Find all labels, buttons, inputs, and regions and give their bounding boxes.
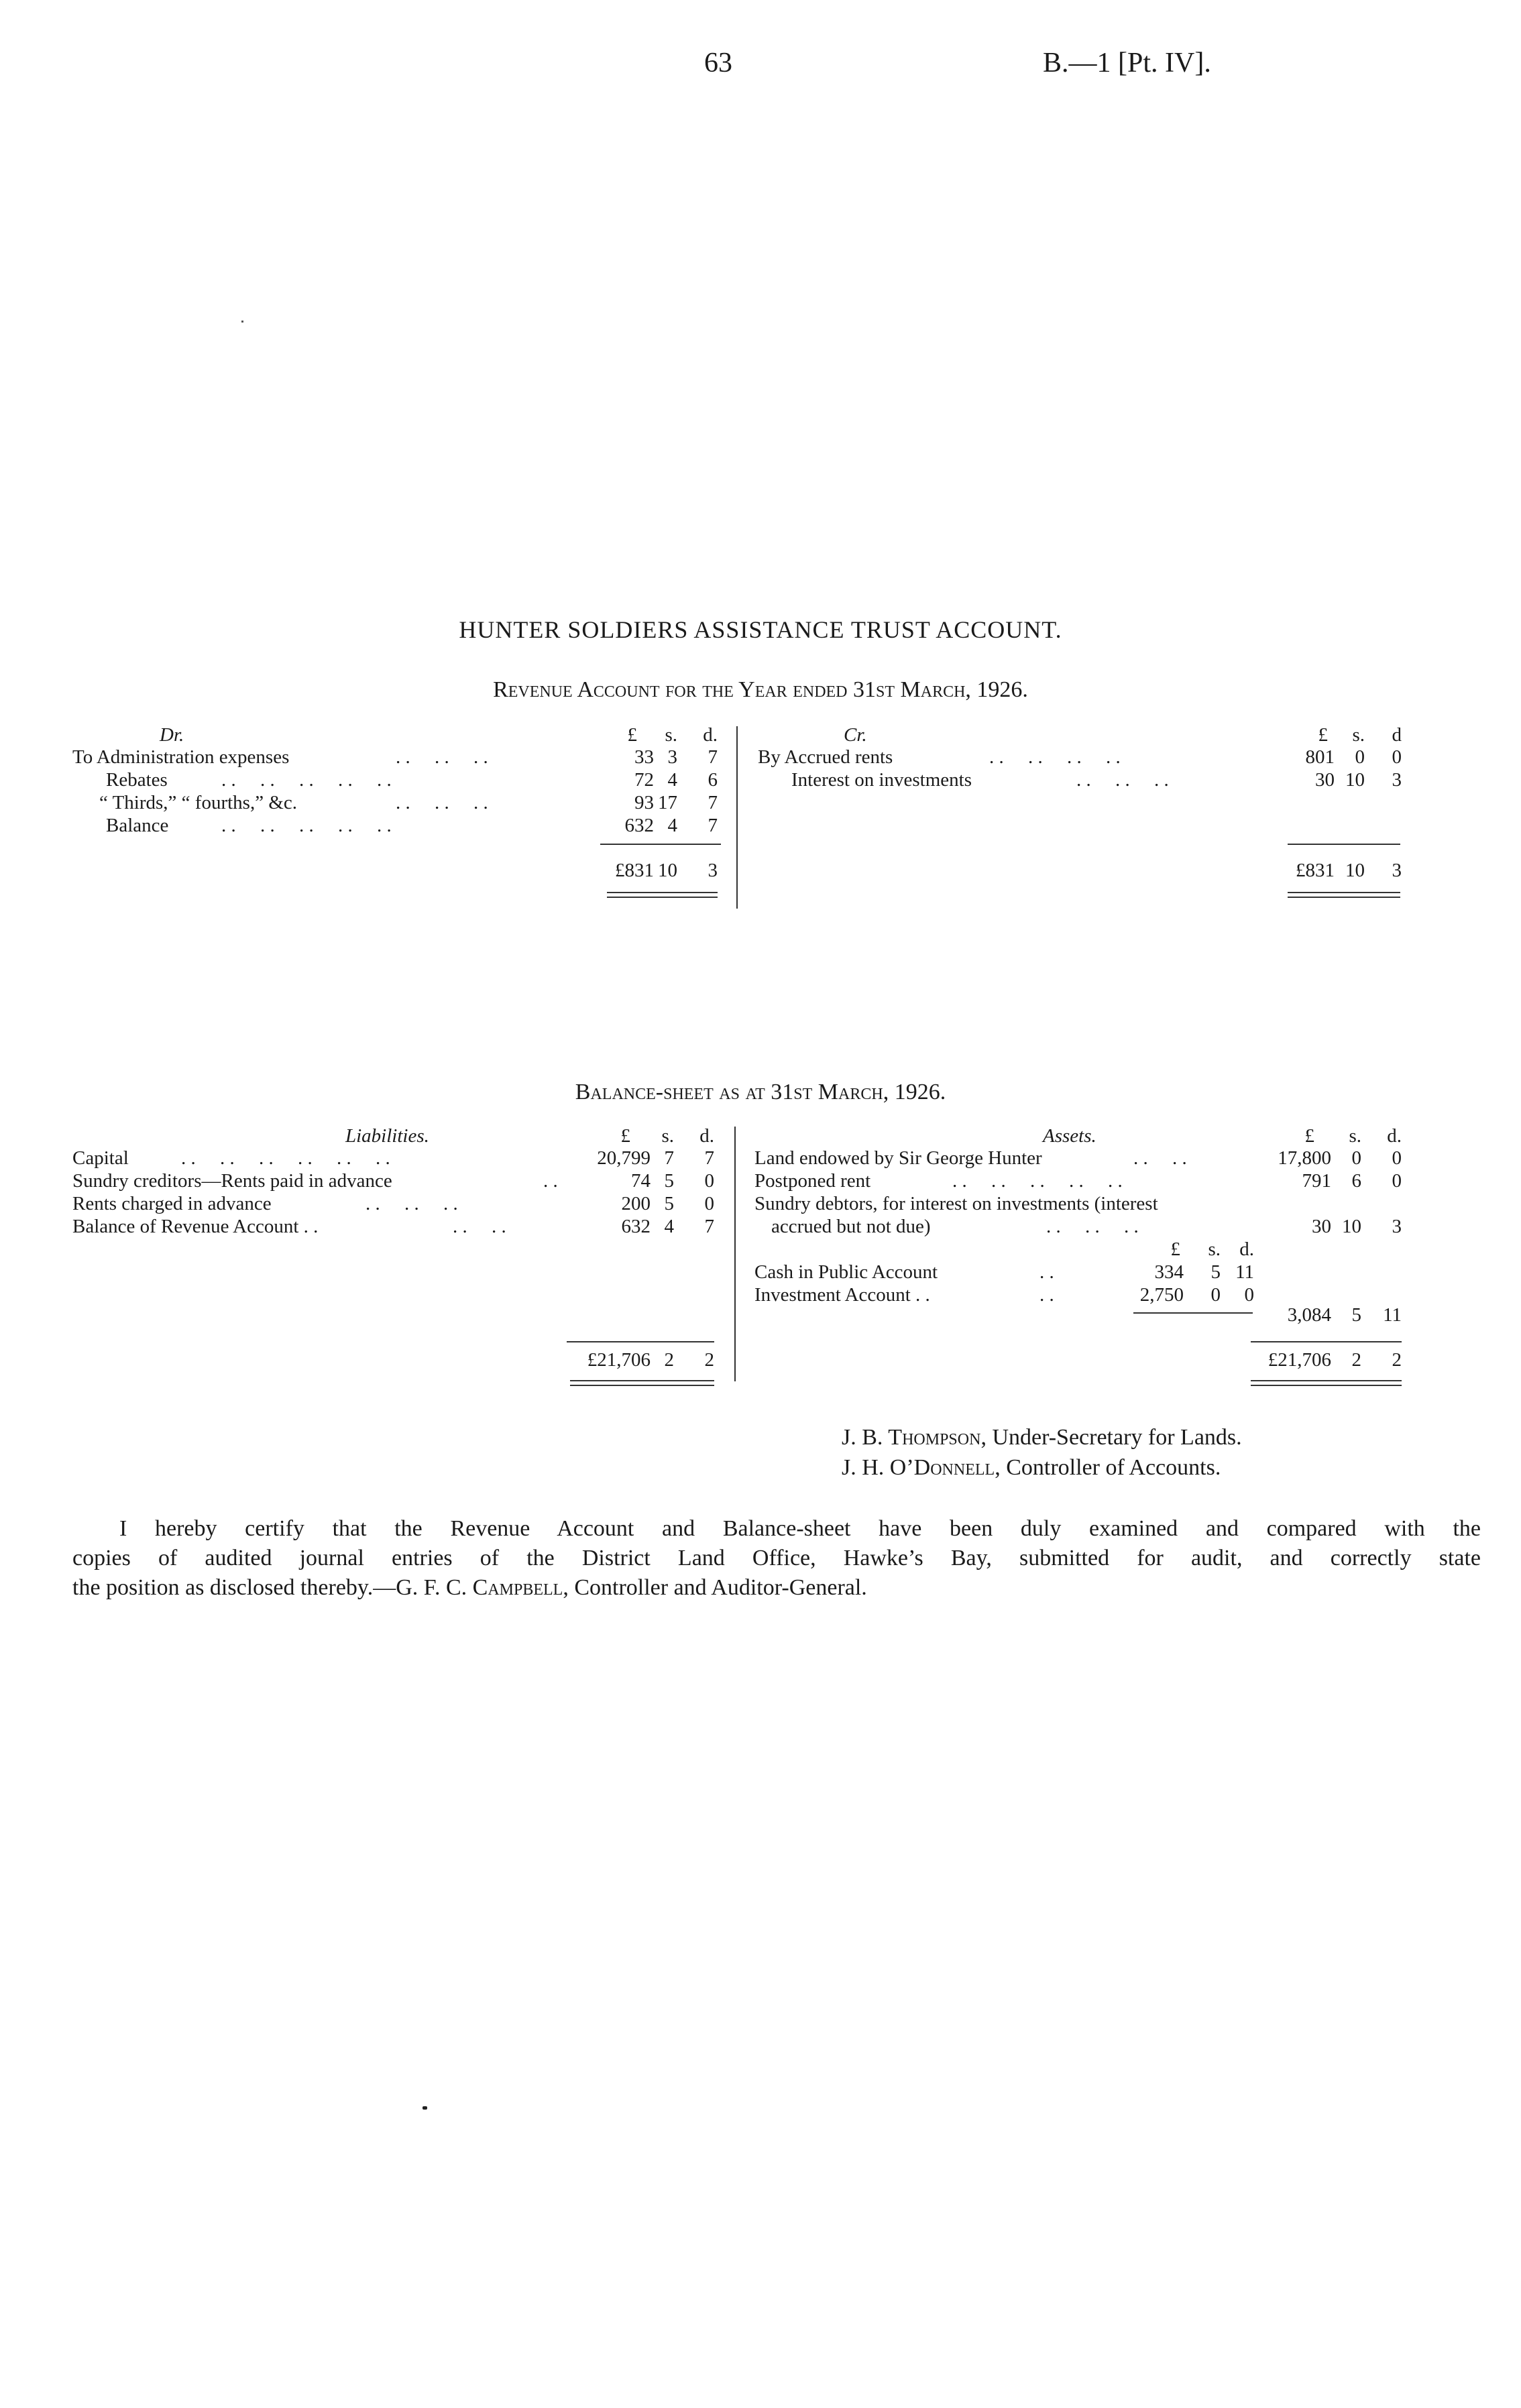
certificate-line: I hereby certify that the Revenue Account and Balance-sheet have been duly examined and compared with the [119,1516,1481,1541]
liab-row-pounds: 20,799 [597,1147,651,1169]
liab-row-pounds: 74 [631,1170,651,1192]
sub-row-pence: 0 [1244,1284,1254,1306]
liab-row-dots: . . . . [453,1216,506,1237]
cr-row-pounds: 30 [1315,769,1335,791]
cr-label: Cr. [844,724,867,746]
page-number: 63 [704,48,732,78]
print-speck [241,321,243,323]
cr-row-pence: 3 [1392,769,1402,791]
certificate-line [72,1573,1481,1603]
signatory-name: J. H. O’Donnell [842,1455,995,1480]
sub-row-shillings: 0 [1210,1284,1221,1306]
sub-row-text: Cash in Public Account [754,1261,938,1283]
liab-total-pounds: £21,706 [587,1349,651,1371]
liab-col-pounds: £ [620,1125,630,1147]
signatory-name: J. B. Thompson [842,1425,981,1450]
cr-total-pence: 3 [1392,860,1402,881]
liab-row-text: Rents charged in advance [72,1193,272,1214]
dr-row-text: Rebates [106,769,168,791]
dr-row-shillings: 17 [658,792,677,813]
dr-row-dots: . . . . . . . . . . [221,769,392,791]
dr-row-shillings: 4 [667,815,677,836]
dr-col-shillings: s. [665,724,677,746]
revenue-divider [736,726,738,909]
dr-total-double-rule [607,892,718,893]
dr-row-text: “ Thirds,” “ fourths,” &c. [99,792,298,813]
liabilities-label: Liabilities. [345,1125,429,1147]
liab-row-shillings: 5 [664,1170,674,1192]
assets-total-shillings: 2 [1351,1349,1361,1371]
liab-total-shillings: 2 [664,1349,674,1371]
signature-line [842,1425,1242,1450]
assets-total-double-rule [1251,1385,1402,1386]
cr-col-pence: d [1392,724,1402,746]
dr-total-pounds: £831 [615,860,654,881]
liab-row-pounds: 200 [621,1193,651,1214]
dr-row-dots: . . . . . . . . . . [221,815,392,836]
cr-row-text: Interest on investments [791,769,972,791]
certificate-text: , Controller and Auditor-General. [563,1575,867,1600]
cr-col-shillings: s. [1352,724,1365,746]
liab-total-rule [567,1341,714,1342]
dr-row-dots: . . . . . . [396,746,488,768]
cr-row-shillings: 0 [1355,746,1365,768]
sub-col-shillings: s. [1208,1239,1221,1260]
assets-col-pounds: £ [1304,1125,1314,1147]
asset-row-pence: 3 [1392,1216,1402,1237]
assets-col-pence: d. [1387,1125,1402,1147]
dr-row-text: Balance [106,815,169,836]
dr-row-pounds: 93 [634,792,654,813]
sub-total-pounds: 3,084 [1287,1304,1331,1326]
liab-row-pence: 0 [704,1193,714,1214]
liab-row-dots: . . . . . . [365,1193,458,1214]
balance-heading: Balance-sheet as at 31st March, 1926. [575,1080,946,1104]
asset-row-shillings: 10 [1342,1216,1361,1237]
sub-col-pence: d. [1239,1239,1254,1260]
asset-row-shillings: 6 [1351,1170,1361,1192]
dr-total-shillings: 10 [658,860,677,881]
signatory-role: , Controller of Accounts. [995,1455,1221,1480]
cr-total-rule [1288,844,1400,845]
liab-row-text: Capital [72,1147,129,1169]
dr-row-pence: 7 [708,792,718,813]
dr-row-pence: 6 [708,769,718,791]
liab-row-pence: 7 [704,1216,714,1237]
liab-total-pence: 2 [704,1349,714,1371]
liab-col-pence: d. [699,1125,714,1147]
sub-col-pounds: £ [1170,1239,1180,1260]
assets-total-rule [1251,1341,1402,1342]
auditor-name: Campbell [472,1575,563,1600]
liab-row-dots: . . [543,1170,558,1192]
cr-total-pounds: £831 [1296,860,1335,881]
dr-row-dots: . . . . . . [396,792,488,813]
asset-row-dots: . . . . . . . . . . [952,1170,1123,1192]
assets-total-pence: 2 [1392,1349,1402,1371]
assets-total-double-rule [1251,1380,1402,1381]
dr-label: Dr. [160,724,184,746]
cr-total-double-rule [1288,897,1400,898]
dr-row-pence: 7 [708,746,718,768]
assets-label: Assets. [1043,1125,1096,1147]
sub-row-pounds: 334 [1154,1261,1184,1283]
asset-row-pounds: 17,800 [1278,1147,1331,1169]
cr-row-dots: . . . . . . . . [989,746,1121,768]
sub-row-dots: . . [1039,1284,1054,1306]
dr-row-text: To Administration expenses [72,746,290,768]
liab-row-text: Sundry creditors—Rents paid in advance [72,1170,392,1192]
page-title: HUNTER SOLDIERS ASSISTANCE TRUST ACCOUNT. [459,616,1062,643]
dr-row-shillings: 3 [667,746,677,768]
cr-total-shillings: 10 [1345,860,1365,881]
certificate-line: copies of audited journal entries of the District Land Office, Hawke’s Bay, submitted for audit, and correctly state [72,1546,1481,1570]
revenue-heading: Revenue Account for the Year ended 31st March, 1926. [493,677,1028,702]
dr-total-pence: 3 [708,860,718,881]
assets-col-shillings: s. [1349,1125,1361,1147]
signature-line [842,1455,1221,1481]
dr-col-pence: d. [703,724,718,746]
cr-row-dots: . . . . . . [1076,769,1169,791]
dr-total-double-rule [607,897,718,898]
liab-row-shillings: 4 [664,1216,674,1237]
certificate-text: the position as disclosed thereby.—G. F. C. [72,1575,473,1600]
asset-row-pounds: 791 [1302,1170,1331,1192]
document-reference: B.—1 [Pt. IV]. [1043,48,1211,78]
liab-row-dots: . . . . . . . . . . . . [181,1147,390,1169]
dr-row-pounds: 72 [634,769,654,791]
asset-row-dots: . . . . [1133,1147,1187,1169]
cr-row-text: By Accrued rents [758,746,893,768]
audit-certificate [72,1514,1481,1603]
signatory-role: , Under-Secretary for Lands. [980,1425,1242,1450]
asset-row-pence: 0 [1392,1170,1402,1192]
cr-row-pence: 0 [1392,746,1402,768]
cr-total-double-rule [1288,892,1400,893]
cr-row-shillings: 10 [1345,769,1365,791]
liab-col-shillings: s. [661,1125,674,1147]
balance-divider [734,1127,736,1381]
asset-row-text: accrued but not due) [771,1216,931,1237]
dr-row-pounds: 33 [634,746,654,768]
asset-row-pence: 0 [1392,1147,1402,1169]
liab-row-pence: 7 [704,1147,714,1169]
liab-row-pence: 0 [704,1170,714,1192]
dr-row-shillings: 4 [667,769,677,791]
print-speck [422,2106,427,2110]
dr-total-rule [600,844,721,845]
asset-row-text: Sundry debtors, for interest on investments (interest [754,1193,1158,1214]
asset-row-text: Postponed rent [754,1170,871,1192]
sub-row-pounds: 2,750 [1139,1284,1184,1306]
dr-col-pounds: £ [627,724,637,746]
sub-total-shillings: 5 [1351,1304,1361,1326]
dr-row-pence: 7 [708,815,718,836]
liab-row-pounds: 632 [621,1216,651,1237]
dr-row-pounds: 632 [624,815,654,836]
liab-total-double-rule [570,1380,714,1381]
asset-row-text: Land endowed by Sir George Hunter [754,1147,1042,1169]
asset-row-shillings: 0 [1351,1147,1361,1169]
assets-total-pounds: £21,706 [1268,1349,1331,1371]
cr-col-pounds: £ [1318,724,1328,746]
liab-row-shillings: 5 [664,1193,674,1214]
sub-total-pence: 11 [1383,1304,1402,1326]
sub-row-pence: 11 [1235,1261,1254,1283]
asset-row-dots: . . . . . . [1046,1216,1139,1237]
sub-row-text: Investment Account . . [754,1284,930,1306]
liab-row-shillings: 7 [664,1147,674,1169]
sub-row-dots: . . [1039,1261,1054,1283]
asset-row-pounds: 30 [1312,1216,1331,1237]
liab-row-text: Balance of Revenue Account . . [72,1216,319,1237]
sub-row-shillings: 5 [1210,1261,1221,1283]
cr-row-pounds: 801 [1305,746,1335,768]
liab-total-double-rule [570,1385,714,1386]
